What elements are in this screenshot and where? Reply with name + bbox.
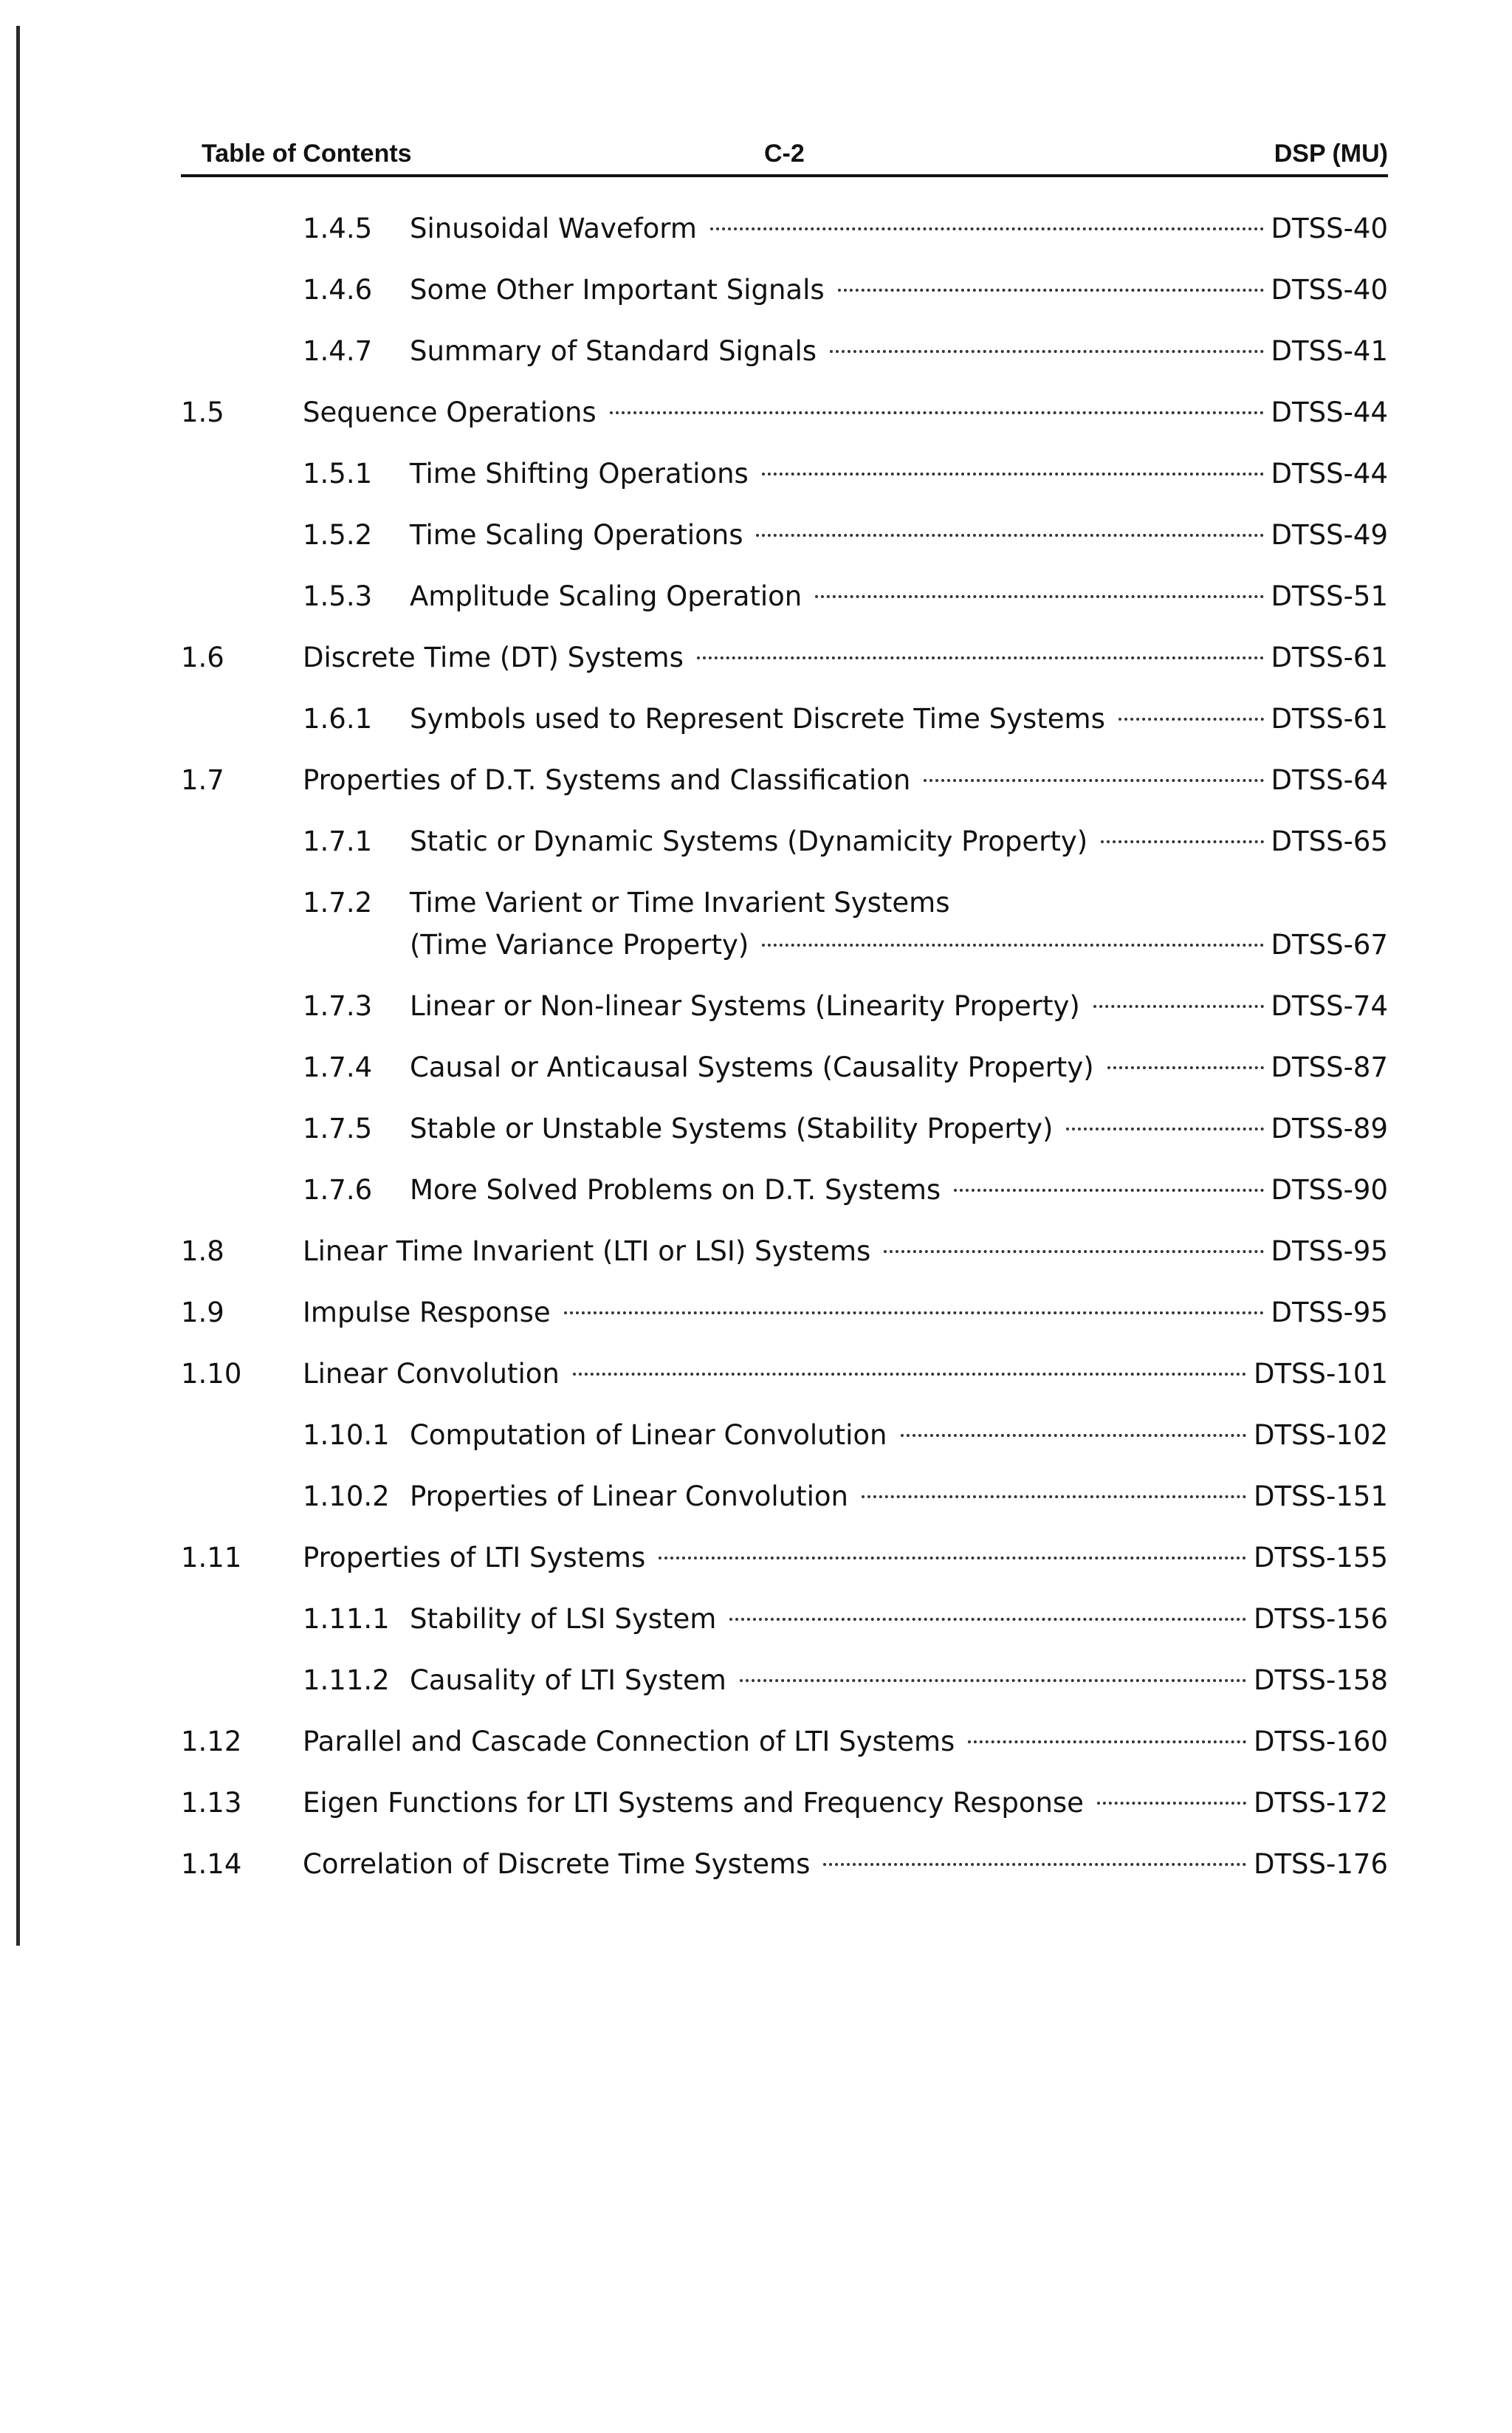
toc-entry-title: More Solved Problems on D.T. Systems bbox=[410, 1174, 941, 1206]
dot-leader bbox=[729, 1618, 1246, 1621]
toc-entry-number: 1.6 bbox=[181, 642, 224, 673]
toc-entry-title: Time Varient or Time Invarient Systems bbox=[410, 887, 950, 919]
toc-entry[interactable] bbox=[181, 1711, 1388, 1772]
toc-entry-page: DTSS-51 bbox=[1271, 580, 1388, 612]
toc-entry-title-line bbox=[410, 1588, 1388, 1650]
toc-entry-title: Static or Dynamic Systems (Dynamicity Property) bbox=[410, 826, 1088, 857]
toc-entry-title: Properties of Linear Convolution bbox=[410, 1480, 848, 1512]
toc-entry[interactable] bbox=[181, 627, 1388, 688]
toc-entry-page: DTSS-67 bbox=[1271, 929, 1388, 961]
toc-entry-title-line bbox=[410, 975, 1388, 1037]
toc-entry-title-line bbox=[410, 259, 1388, 320]
toc-entry-title-line bbox=[410, 1466, 1388, 1527]
toc-entry[interactable] bbox=[181, 198, 1388, 259]
toc-entry-title-line bbox=[303, 1833, 1388, 1895]
toc-entry-title: Linear Time Invarient (LTI or LSI) Systems bbox=[303, 1235, 871, 1267]
toc-entry-number: 1.11.2 bbox=[303, 1664, 390, 1696]
toc-entry-number: 1.9 bbox=[181, 1297, 224, 1328]
toc-entry-number: 1.10 bbox=[181, 1358, 242, 1390]
toc-entry-title-line bbox=[303, 1527, 1388, 1588]
toc-entry[interactable] bbox=[181, 566, 1388, 627]
toc-entry-page: DTSS-40 bbox=[1271, 213, 1388, 244]
toc-entry-page: DTSS-64 bbox=[1271, 764, 1388, 796]
toc-entry[interactable] bbox=[181, 1833, 1388, 1895]
dot-leader bbox=[901, 1434, 1246, 1437]
toc-entry-title-line bbox=[410, 198, 1388, 259]
toc-entry-title-line bbox=[303, 382, 1388, 443]
toc-entry-number: 1.10.2 bbox=[303, 1480, 390, 1512]
toc-entry-page: DTSS-41 bbox=[1271, 335, 1388, 367]
toc-entry[interactable] bbox=[181, 1588, 1388, 1650]
toc-entry-title: Eigen Functions for LTI Systems and Frequency Response bbox=[303, 1787, 1084, 1819]
toc-entry-page: DTSS-155 bbox=[1253, 1542, 1388, 1574]
toc-entry-page: DTSS-90 bbox=[1271, 1174, 1388, 1206]
dot-leader bbox=[564, 1311, 1264, 1314]
toc-entry-page: DTSS-156 bbox=[1253, 1603, 1388, 1635]
toc-entry-title: Time Scaling Operations bbox=[410, 519, 743, 551]
dot-leader bbox=[762, 473, 1264, 476]
toc-entry-page: DTSS-87 bbox=[1271, 1051, 1388, 1083]
header-section-title: Table of Contents bbox=[202, 140, 412, 168]
toc-entry-title-line bbox=[303, 749, 1388, 811]
dot-leader bbox=[756, 534, 1263, 537]
toc-entry-number: 1.11.1 bbox=[303, 1603, 390, 1635]
toc-entry[interactable] bbox=[181, 320, 1388, 382]
toc-entry-page: DTSS-49 bbox=[1271, 519, 1388, 551]
scan-edge-line bbox=[16, 26, 20, 1946]
toc-entry-title: Stable or Unstable Systems (Stability Property) bbox=[410, 1113, 1054, 1145]
toc-entry[interactable] bbox=[181, 1282, 1388, 1343]
toc-entry[interactable] bbox=[181, 504, 1388, 566]
toc-entry-page: DTSS-95 bbox=[1271, 1235, 1388, 1267]
toc-entry[interactable] bbox=[181, 259, 1388, 320]
header-book-title: DSP (MU) bbox=[1274, 140, 1388, 168]
toc-entry-number: 1.7.4 bbox=[303, 1051, 373, 1083]
toc-entry-number: 1.6.1 bbox=[303, 703, 373, 735]
toc-entry-title-line bbox=[303, 627, 1388, 688]
toc-entry-page: DTSS-61 bbox=[1271, 703, 1388, 735]
toc-entry-page: DTSS-158 bbox=[1253, 1664, 1388, 1696]
toc-entry[interactable] bbox=[181, 1466, 1388, 1527]
toc-entry-title: Impulse Response bbox=[303, 1297, 551, 1328]
dot-leader bbox=[1066, 1128, 1263, 1130]
toc-entry-title: Sinusoidal Waveform bbox=[410, 213, 697, 244]
toc-entry-page: DTSS-74 bbox=[1271, 990, 1388, 1022]
dot-leader bbox=[1118, 718, 1264, 721]
toc-entry[interactable] bbox=[181, 749, 1388, 811]
toc-entry-title-line bbox=[410, 1159, 1388, 1221]
toc-entry-title-line bbox=[410, 1650, 1388, 1711]
dot-leader bbox=[1093, 1005, 1264, 1008]
dot-leader bbox=[659, 1557, 1246, 1559]
toc-entry-page: DTSS-44 bbox=[1271, 458, 1388, 490]
toc-entry-number: 1.7.6 bbox=[303, 1174, 373, 1206]
toc-entry-title-line bbox=[303, 1772, 1388, 1833]
toc-entry[interactable] bbox=[181, 382, 1388, 443]
toc-entry-number: 1.5 bbox=[181, 397, 224, 428]
page-header bbox=[181, 133, 1388, 177]
toc-entry-page: DTSS-89 bbox=[1271, 1113, 1388, 1145]
toc-entry[interactable] bbox=[181, 1098, 1388, 1159]
toc-entry-number: 1.7.3 bbox=[303, 990, 373, 1022]
dot-leader bbox=[1097, 1802, 1246, 1805]
toc-entry-page: DTSS-176 bbox=[1253, 1848, 1388, 1880]
toc-entry-page: DTSS-61 bbox=[1271, 642, 1388, 673]
table-of-contents bbox=[181, 198, 1388, 1895]
toc-entry-page: DTSS-160 bbox=[1253, 1726, 1388, 1757]
dot-leader bbox=[762, 944, 1263, 947]
toc-entry-title: Parallel and Cascade Connection of LTI Systems bbox=[303, 1726, 955, 1757]
toc-entry-number: 1.4.5 bbox=[303, 213, 373, 244]
toc-entry-title: Causality of LTI System bbox=[410, 1664, 726, 1696]
dot-leader bbox=[830, 350, 1263, 353]
toc-entry-page: DTSS-40 bbox=[1271, 274, 1388, 306]
toc-entry-number: 1.10.1 bbox=[303, 1419, 390, 1451]
toc-entry-title: Discrete Time (DT) Systems bbox=[303, 642, 684, 673]
toc-entry-title-line bbox=[410, 1098, 1388, 1159]
toc-entry[interactable] bbox=[181, 1650, 1388, 1711]
dot-leader bbox=[815, 595, 1263, 598]
toc-entry-title: Linear or Non-linear Systems (Linearity Property) bbox=[410, 990, 1080, 1022]
toc-entry-number: 1.13 bbox=[181, 1787, 242, 1819]
toc-entry-title-continued: (Time Variance Property) bbox=[410, 929, 749, 961]
toc-entry-page: DTSS-95 bbox=[1271, 1297, 1388, 1328]
toc-entry-number: 1.4.7 bbox=[303, 335, 373, 367]
toc-entry[interactable] bbox=[181, 1343, 1388, 1404]
dot-leader bbox=[710, 227, 1264, 230]
dot-leader bbox=[968, 1740, 1246, 1743]
toc-entry[interactable] bbox=[181, 1159, 1388, 1221]
dot-leader bbox=[573, 1373, 1246, 1376]
toc-entry-title: Sequence Operations bbox=[303, 397, 597, 428]
toc-entry-title-line bbox=[410, 320, 1388, 382]
toc-entry-page: DTSS-65 bbox=[1271, 826, 1388, 857]
toc-entry-title: Time Shifting Operations bbox=[410, 458, 749, 490]
dot-leader bbox=[697, 656, 1264, 659]
toc-entry-page: DTSS-44 bbox=[1271, 397, 1388, 428]
toc-entry[interactable] bbox=[181, 688, 1388, 749]
toc-entry-page: DTSS-102 bbox=[1253, 1419, 1388, 1451]
toc-entry-title-line bbox=[303, 1282, 1388, 1343]
toc-entry-number: 1.7 bbox=[181, 764, 224, 796]
toc-entry-title-line bbox=[410, 566, 1388, 627]
toc-entry-number: 1.7.2 bbox=[303, 887, 373, 919]
toc-entry-title-line bbox=[303, 1221, 1388, 1282]
toc-entry-title: Symbols used to Represent Discrete Time Systems bbox=[410, 703, 1105, 735]
toc-entry-number: 1.7.1 bbox=[303, 826, 373, 857]
toc-entry-title: Stability of LSI System bbox=[410, 1603, 717, 1635]
toc-entry-title-line bbox=[303, 1711, 1388, 1772]
toc-entry-page: DTSS-172 bbox=[1253, 1787, 1388, 1819]
toc-entry[interactable] bbox=[181, 1772, 1388, 1833]
toc-entry-number: 1.8 bbox=[181, 1235, 224, 1267]
toc-entry-title-line bbox=[410, 1404, 1388, 1466]
toc-entry-number: 1.12 bbox=[181, 1726, 242, 1757]
toc-entry-title-line bbox=[410, 1037, 1388, 1098]
toc-entry[interactable] bbox=[181, 872, 1388, 975]
dot-leader bbox=[1101, 840, 1263, 843]
toc-entry-title: Some Other Important Signals bbox=[410, 274, 825, 306]
toc-entry-number: 1.5.2 bbox=[303, 519, 373, 551]
toc-entry-page: DTSS-151 bbox=[1253, 1480, 1388, 1512]
header-page-number: C-2 bbox=[764, 140, 805, 168]
toc-entry-title: Properties of LTI Systems bbox=[303, 1542, 646, 1574]
toc-entry-title: Summary of Standard Signals bbox=[410, 335, 817, 367]
toc-entry[interactable] bbox=[181, 1037, 1388, 1098]
toc-entry-number: 1.11 bbox=[181, 1542, 242, 1574]
dot-leader bbox=[924, 779, 1263, 782]
dot-leader bbox=[954, 1189, 1263, 1192]
toc-entry-title: Correlation of Discrete Time Systems bbox=[303, 1848, 811, 1880]
toc-entry-title: Amplitude Scaling Operation bbox=[410, 580, 803, 612]
toc-entry-page: DTSS-101 bbox=[1253, 1358, 1388, 1390]
toc-entry-number: 1.4.6 bbox=[303, 274, 373, 306]
toc-entry-title: Computation of Linear Convolution bbox=[410, 1419, 887, 1451]
toc-entry-title-line bbox=[410, 811, 1388, 872]
dot-leader bbox=[862, 1495, 1246, 1498]
dot-leader bbox=[740, 1679, 1246, 1682]
dot-leader bbox=[838, 289, 1264, 292]
dot-leader bbox=[610, 411, 1264, 414]
toc-entry-title-line bbox=[410, 443, 1388, 504]
toc-entry-title-line bbox=[410, 504, 1388, 566]
toc-entry-number: 1.5.3 bbox=[303, 580, 373, 612]
dot-leader bbox=[1107, 1066, 1264, 1069]
toc-entry[interactable] bbox=[181, 811, 1388, 872]
dot-leader bbox=[884, 1250, 1263, 1253]
toc-entry-number: 1.7.5 bbox=[303, 1113, 373, 1145]
toc-entry-title-line bbox=[303, 1343, 1388, 1404]
toc-entry[interactable] bbox=[181, 1404, 1388, 1466]
toc-entry-title: Linear Convolution bbox=[303, 1358, 560, 1390]
toc-entry-title-line bbox=[410, 688, 1388, 749]
toc-entry-number: 1.14 bbox=[181, 1848, 242, 1880]
toc-entry[interactable] bbox=[181, 1221, 1388, 1282]
toc-entry[interactable] bbox=[181, 975, 1388, 1037]
toc-entry-number: 1.5.1 bbox=[303, 458, 373, 490]
dot-leader bbox=[823, 1863, 1246, 1866]
toc-entry-title: Properties of D.T. Systems and Classification bbox=[303, 764, 911, 796]
toc-entry[interactable] bbox=[181, 1527, 1388, 1588]
toc-entry-title: Causal or Anticausal Systems (Causality Property) bbox=[410, 1051, 1094, 1083]
toc-entry[interactable] bbox=[181, 443, 1388, 504]
